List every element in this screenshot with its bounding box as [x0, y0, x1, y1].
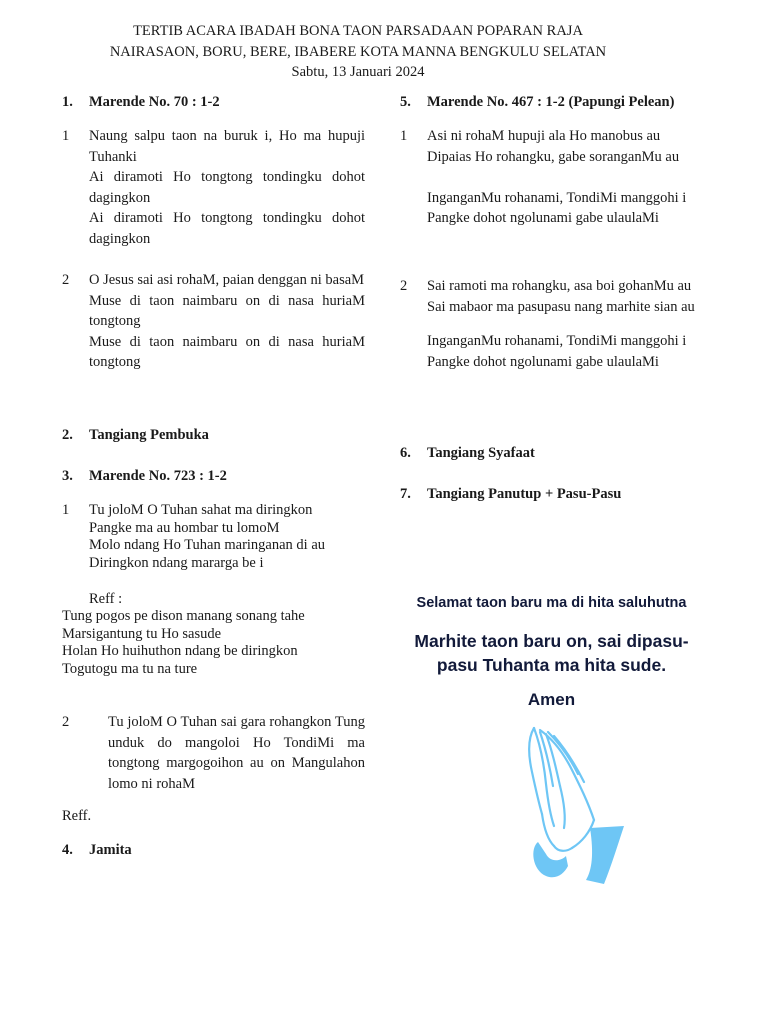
section-1-heading: [62, 94, 220, 111]
hymn-467-verse-2: [400, 276, 703, 372]
verse-number: 1: [62, 128, 70, 144]
reff-line: Marsigantung tu Ho sasude: [62, 625, 222, 642]
verse-line: Asi ni rohaM hupuji ala Ho manobus au: [427, 128, 661, 144]
verse-line: Muse di taon naimbaru on di nasa huriaM tongtong: [89, 292, 365, 329]
section-number: 5.: [400, 94, 411, 110]
verse-line: Ai diramoti Ho tongtong tondingku dohot dagingkon: [89, 210, 365, 247]
hymn-70-verse-1: [62, 126, 365, 249]
verse-line: Muse di taon naimbaru on di nasa huriaM tongtong: [89, 333, 365, 370]
closing-blessing-line: pasu Tuhanta ma hita sude.: [436, 655, 667, 675]
section-title: Tangiang Pembuka: [89, 427, 209, 443]
verse-number: 2: [400, 278, 408, 294]
document-header: [0, 21, 716, 83]
section-number: 2.: [62, 427, 73, 443]
praying-hands-icon: [520, 724, 630, 888]
verse-line: Ai diramoti Ho tongtong tondingku dohot dagingkon: [89, 169, 365, 206]
section-number: 7.: [400, 486, 411, 502]
verse-number: 1: [62, 502, 70, 518]
header-title-line1: TERTIB ACARA IBADAH BONA TAON PARSADAAN POPARAN RAJA: [133, 23, 583, 39]
verse-line: Sai ramoti ma rohangku, asa boi gohanMu au: [427, 278, 692, 294]
verse-number: 1: [400, 128, 408, 144]
closing-greeting: Selamat taon baru ma di hita saluhutna: [416, 595, 687, 611]
section-6-heading: [400, 445, 535, 462]
header-title-line2: NAIRASAON, BORU, BERE, IBABERE KOTA MANNA BENGKULU SELATAN: [109, 43, 607, 60]
verse-line: Pangke ma au hombar tu lomoM: [89, 519, 280, 536]
hymn-70-verse-2: [62, 270, 365, 373]
section-number: 3.: [62, 468, 73, 484]
header-date: Sabtu, 13 Januari 2024: [291, 64, 425, 80]
amen-text: Amen: [527, 690, 576, 709]
verse-text: Tu joloM O Tuhan sai gara rohangkon Tung unduk do mangoloi Ho TondiMi ma tongtong margogoihon au on Mangulahon lomo ni rohaM: [108, 714, 365, 792]
section-title: Marende No. 70 : 1-2: [89, 94, 220, 110]
verse-line: Diringkon ndang mararga be i: [89, 554, 264, 571]
section-number: 4.: [62, 842, 73, 858]
verse-number: 2: [62, 272, 70, 288]
verse-line: Pangke dohot ngolunami gabe ulaulaMi: [427, 353, 659, 370]
reff-end: Reff.: [62, 808, 92, 824]
hymn-467-verse-1: [400, 126, 703, 229]
section-title: Marende No. 467 : 1-2 (Papungi Pelean): [427, 94, 675, 110]
hymn-723-verse-1: [62, 502, 365, 572]
verse-line: Dipaias Ho rohangku, gabe soranganMu au: [427, 148, 680, 165]
verse-number: 2: [62, 714, 70, 730]
section-4-heading: [62, 842, 132, 859]
section-number: 6.: [400, 445, 411, 461]
reff-line: Holan Ho huihuthon ndang be diringkon: [62, 643, 298, 660]
verse-line: Tu joloM O Tuhan sahat ma diringkon: [89, 502, 313, 518]
verse-line: O Jesus sai asi rohaM, paian denggan ni basaM: [89, 272, 365, 288]
hymn-723-verse-2: [62, 712, 365, 794]
verse-line: Sai mabaor ma pasupasu nang marhite sian au: [427, 298, 695, 315]
section-title: Tangiang Syafaat: [427, 445, 535, 461]
verse-line: Naung salpu taon na buruk i, Ho ma hupuji Tuhanki: [89, 128, 365, 165]
reff-line: Togutogu ma tu na ture: [62, 660, 198, 677]
verse-line: InganganMu rohanami, TondiMi manggohi i: [427, 333, 687, 349]
section-5-heading: [400, 94, 674, 111]
verse-line: Molo ndang Ho Tuhan maringanan di au: [89, 537, 326, 554]
verse-line: InganganMu rohanami, TondiMi manggohi i: [427, 189, 687, 206]
closing-blessing-line: Marhite taon baru on, sai dipasu-: [414, 631, 689, 651]
section-3-heading: [62, 468, 227, 485]
reff-label: Reff :: [89, 591, 123, 607]
closing-blessing: [400, 629, 703, 677]
section-title: Jamita: [89, 842, 132, 858]
section-7-heading: [400, 486, 621, 503]
reff-line: Tung pogos pe dison manang sonang tahe: [62, 608, 305, 624]
section-2-heading: [62, 427, 209, 444]
section-number: 1.: [62, 94, 73, 110]
section-title: Tangiang Panutup + Pasu-Pasu: [427, 486, 622, 502]
section-title: Marende No. 723 : 1-2: [89, 468, 227, 484]
verse-line: Pangke dohot ngolunami gabe ulaulaMi: [427, 210, 659, 226]
reff-block: [62, 608, 305, 678]
